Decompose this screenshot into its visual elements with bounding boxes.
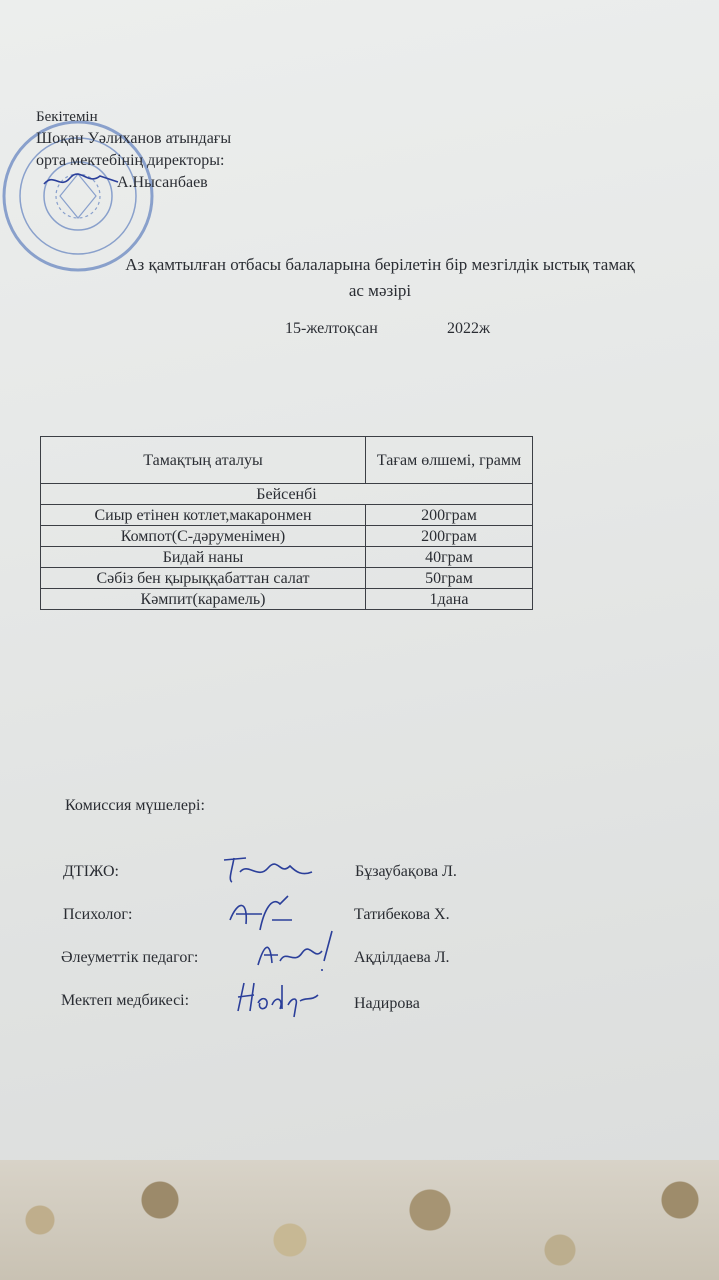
dish-name: Сәбіз бен қырыққабаттан салат [41, 568, 366, 589]
dish-name: Сиыр етінен котлет,макаронмен [41, 505, 366, 526]
document-title-line2: ас мәзірі [348, 281, 412, 300]
director-name: А.Нысанбаев [117, 174, 208, 191]
table-row [41, 568, 533, 589]
date-day: 15-желтоқсан [285, 320, 378, 337]
member-signature [218, 850, 318, 890]
dish-name: Компот(С-дәруменімен) [41, 526, 366, 547]
table-row [41, 526, 533, 547]
dish-amount: 1дана [366, 589, 533, 610]
member-name: Надирова [354, 995, 420, 1012]
table-row [41, 505, 533, 526]
commission-heading: Комиссия мүшелері: [65, 797, 205, 814]
tablecloth-background [0, 1160, 719, 1280]
day-label: Бейсенбі [41, 484, 533, 505]
member-name: Ақділдаева Л. [354, 949, 450, 966]
member-role: Психолог: [63, 906, 133, 923]
approval-school-line: Шоқан Уәлиханов атындағы [36, 130, 232, 147]
dish-amount: 50грам [366, 568, 533, 589]
member-role: Әлеуметтік педагог: [61, 949, 199, 966]
menu-table [40, 436, 533, 610]
member-signature [232, 975, 322, 1025]
table-row [41, 547, 533, 568]
table-row [41, 589, 533, 610]
document-title-line1: Аз қамтылған отбасы балаларына берілетін бір мезгілдік ыстық тамақ [125, 255, 635, 274]
table-header-row [41, 437, 533, 484]
member-role: Мектеп медбикесі: [61, 992, 190, 1009]
dish-amount: 200грам [366, 526, 533, 547]
member-name: Татибекова Х. [354, 906, 450, 923]
director-signature [40, 164, 120, 194]
header-dish-name: Тамақтың аталуы [41, 437, 366, 484]
approval-heading: Бекітемін [36, 109, 98, 125]
member-signature [250, 925, 340, 980]
dish-name: Бидай наны [41, 547, 366, 568]
dish-name: Кәмпит(карамель) [41, 589, 366, 610]
date-year: 2022ж [447, 320, 491, 337]
dish-amount: 40грам [366, 547, 533, 568]
table-row-day [41, 484, 533, 505]
member-role: ДТІЖО: [63, 863, 119, 880]
header-portion-size: Тағам өлшемі, грамм [366, 437, 533, 484]
dish-amount: 200грам [366, 505, 533, 526]
approval-director-line: орта мектебінің директоры: [36, 152, 225, 169]
member-name: Бұзаубақова Л. [355, 863, 457, 880]
